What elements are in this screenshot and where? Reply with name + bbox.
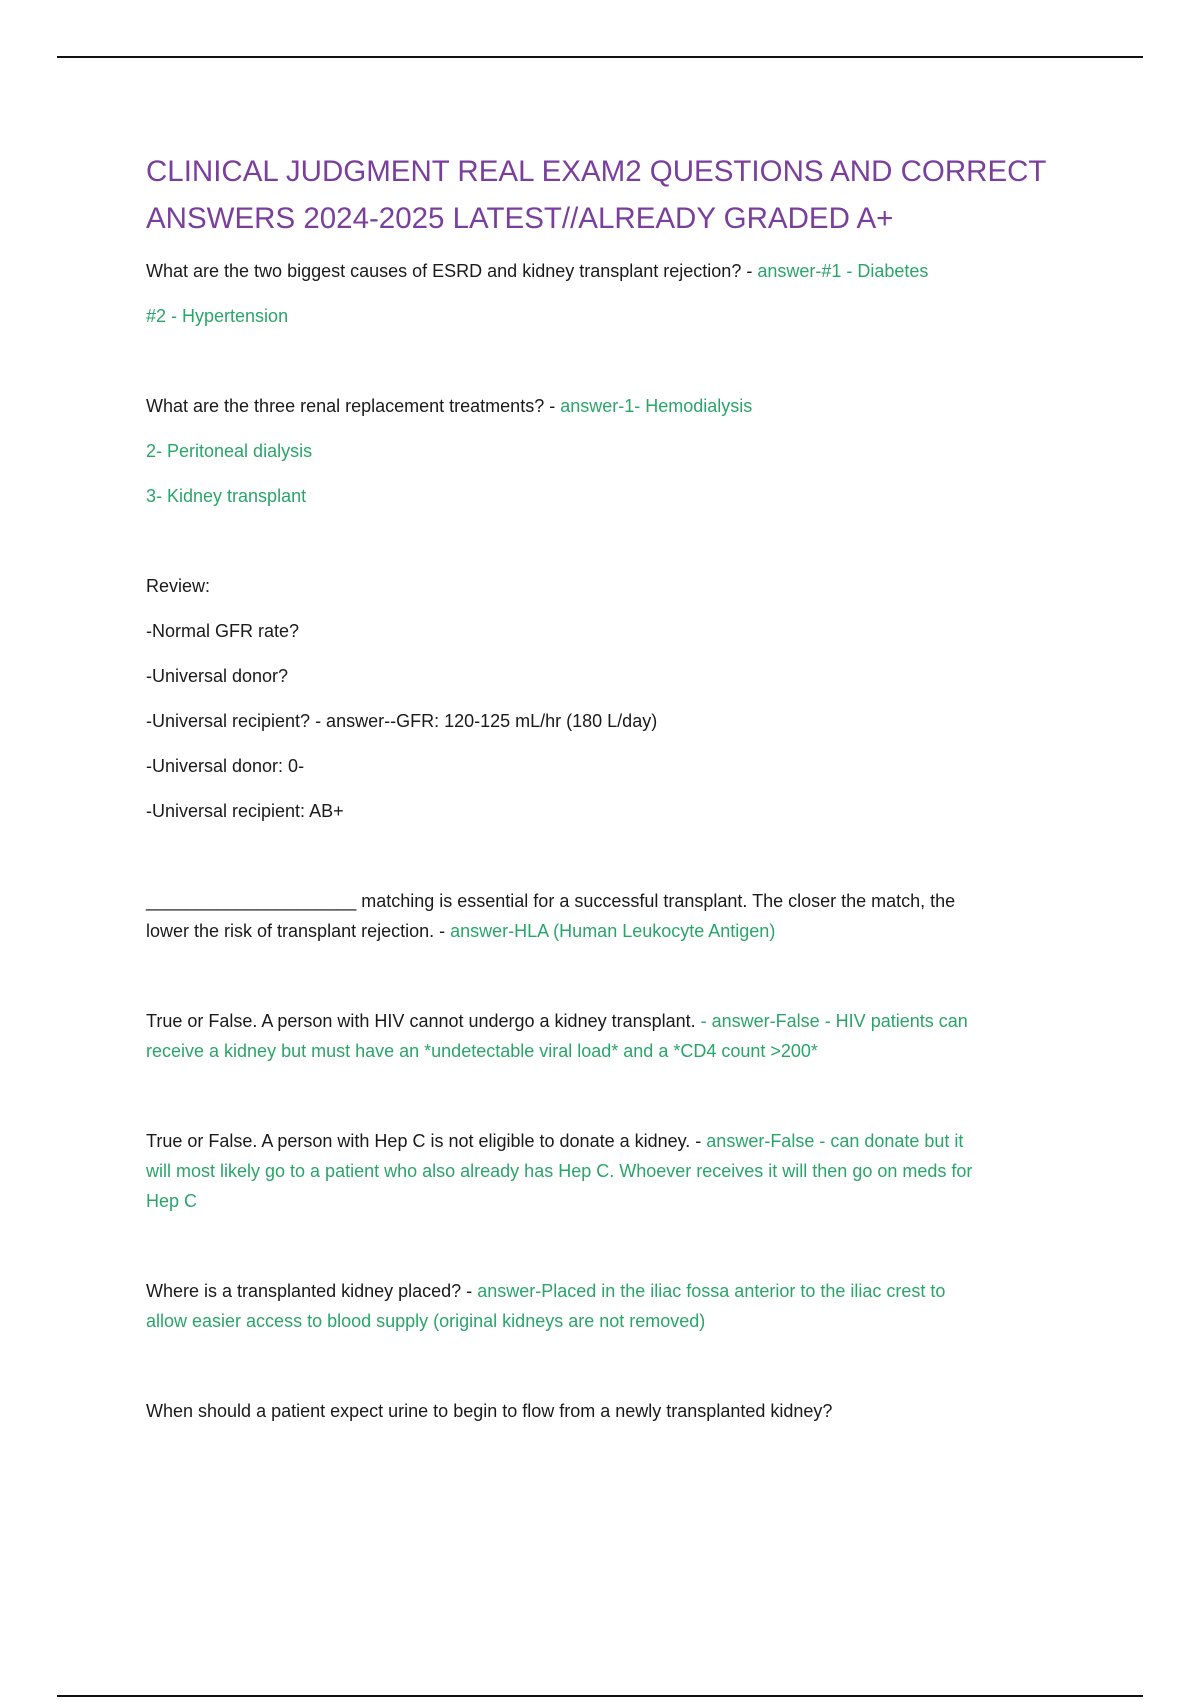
review-line: -Universal recipient: AB+ xyxy=(146,801,344,821)
qa-2-line-1 xyxy=(146,391,1086,421)
qa-8-line-1: When should a patient expect urine to begin to flow from a newly transplanted kidney? xyxy=(146,1401,833,1421)
qa-1-line-1 xyxy=(146,256,1086,286)
question-text: Where is a transplanted kidney placed? - xyxy=(146,1281,478,1301)
question-text: lower the risk of transplant rejection. - xyxy=(146,921,451,941)
qa-2-answer-line-3: 3- Kidney transplant xyxy=(146,486,307,506)
qa-7-line-1 xyxy=(146,1276,1086,1306)
qa-5-answer-line-2: receive a kidney but must have an *undetectable viral load* and a *CD4 count >200* xyxy=(146,1041,818,1061)
answer-text: answer-False - can donate but it xyxy=(706,1131,964,1151)
top-rule xyxy=(57,56,1143,58)
question-text: True or False. A person with HIV cannot undergo a kidney transplant. xyxy=(146,1011,701,1031)
answer-text: answer-#1 - Diabetes xyxy=(757,261,929,281)
document-body xyxy=(146,148,1086,1426)
answer-text: answer-1- Hemodialysis xyxy=(560,396,753,416)
question-text: True or False. A person with Hep C is not eligible to donate a kidney. - xyxy=(146,1131,707,1151)
answer-text: answer-Placed in the iliac fossa anterior to the iliac crest to xyxy=(477,1281,946,1301)
qa-5-line-1 xyxy=(146,1006,1086,1036)
review-heading: Review: xyxy=(146,576,211,596)
answer-text: - answer-False - HIV patients can xyxy=(700,1011,968,1031)
bottom-rule xyxy=(57,1695,1143,1697)
review-line: -Universal donor: 0- xyxy=(146,756,305,776)
question-text: What are the three renal replacement treatments? - xyxy=(146,396,561,416)
question-text: What are the two biggest causes of ESRD and kidney transplant rejection? - xyxy=(146,261,758,281)
qa-4-line-2 xyxy=(146,916,1086,946)
review-line: -Universal donor? xyxy=(146,666,289,686)
review-line: -Normal GFR rate? xyxy=(146,621,300,641)
qa-6-answer-line-2: will most likely go to a patient who also already has Hep C. Whoever receives it will then go on meds for xyxy=(146,1161,973,1181)
document-title xyxy=(146,148,1086,242)
title-line-1: CLINICAL JUDGMENT REAL EXAM2 QUESTIONS AND CORRECT xyxy=(146,155,1047,188)
qa-7-answer-line-2: allow easier access to blood supply (original kidneys are not removed) xyxy=(146,1311,706,1331)
qa-2-answer-line-2: 2- Peritoneal dialysis xyxy=(146,441,313,461)
qa-1-answer-line-2: #2 - Hypertension xyxy=(146,306,289,326)
review-line: -Universal recipient? - answer--GFR: 120-125 mL/hr (180 L/day) xyxy=(146,711,658,731)
title-line-2: ANSWERS 2024-2025 LATEST//ALREADY GRADED A+ xyxy=(146,202,894,235)
answer-text: answer-HLA (Human Leukocyte Antigen) xyxy=(450,921,776,941)
qa-6-answer-line-3: Hep C xyxy=(146,1191,198,1211)
qa-6-line-1 xyxy=(146,1126,1086,1156)
qa-4-line-1: _____________________ matching is essential for a successful transplant. The closer the match, the xyxy=(146,891,956,911)
